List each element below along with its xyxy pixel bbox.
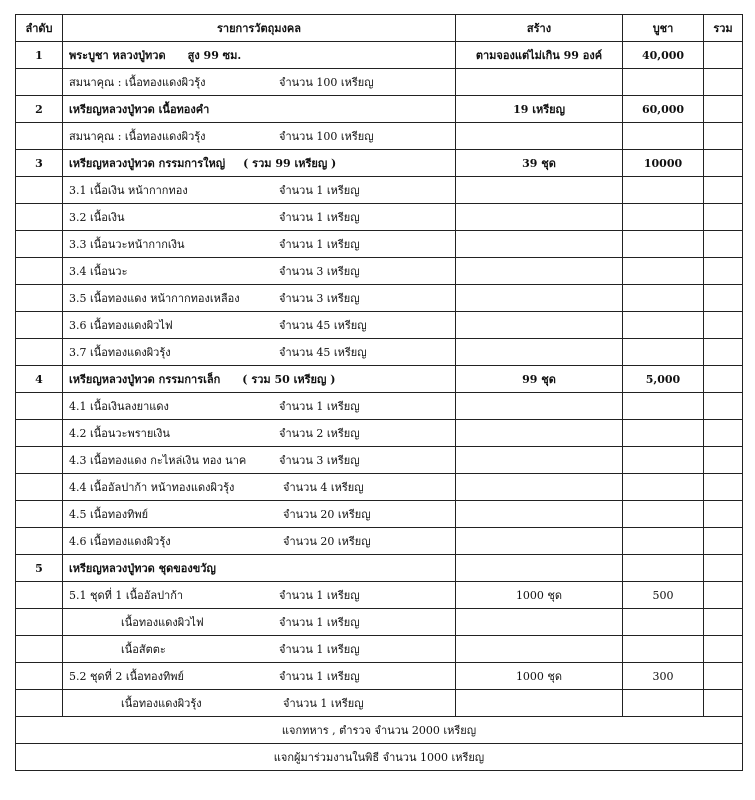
row-item: 5.2 ชุดที่ 2 เนื้อทองทิพย์ จำนวน 1 เหรียญ [63,663,456,690]
table-row [16,690,743,717]
table-row [16,528,743,555]
footer-row [16,744,743,771]
table-row [16,420,743,447]
row-item: เหรียญหลวงปู่ทวด กรรมการเล็ก ( รวม 50 เหรียญ ) [63,366,456,393]
row-no: 2 [16,96,63,123]
row-item: 4.3 เนื้อทองแดง กะไหล่เงิน ทอง นาค จำนวน 3 เหรียญ [63,447,456,474]
row-made: 1000 ชุด [456,663,623,690]
table-row [16,177,743,204]
row-item: พระบูชา หลวงปู่ทวด สูง 99 ซม. [63,42,456,69]
row-made: 1000 ชุด [456,582,623,609]
row-item: เหรียญหลวงปู่ทวด กรรมการใหญ่ ( รวม 99 เหรียญ ) [63,150,456,177]
row-price: 60,000 [623,96,704,123]
table-row [16,204,743,231]
row-item: สมนาคุณ : เนื้อทองแดงผิวรุ้ง จำนวน 100 เหรียญ [63,123,456,150]
row-item: 3.3 เนื้อนวะหน้ากากเงิน จำนวน 1 เหรียญ [63,231,456,258]
row-no: 3 [16,150,63,177]
row-item: 5.1 ชุดที่ 1 เนื้ออัลปาก้า จำนวน 1 เหรียญ [63,582,456,609]
header-made: สร้าง [456,15,623,42]
row-made: 19 เหรียญ [456,96,623,123]
table-row [16,339,743,366]
table-row [16,609,743,636]
row-item: 3.7 เนื้อทองแดงผิวรุ้ง จำนวน 45 เหรียญ [63,339,456,366]
row-item: 4.4 เนื้ออัลปาก้า หน้าทองแดงผิวรุ้ง จำนวน 4 เหรียญ [63,474,456,501]
row-item: เหรียญหลวงปู่ทวด เนื้อทองคำ [63,96,456,123]
table-row [16,366,743,393]
row-made: ตามจองแต่ไม่เกิน 99 องค์ [456,42,623,69]
table-row [16,150,743,177]
table-row [16,69,743,96]
table-row [16,501,743,528]
row-item: เนื้อทองแดงผิวไฟ จำนวน 1 เหรียญ [63,609,456,636]
table-row [16,42,743,69]
header-price: บูชา [623,15,704,42]
row-no: 5 [16,555,63,582]
row-made: 99 ชุด [456,366,623,393]
header-item: รายการวัตถุมงคล [63,15,456,42]
row-item: 4.1 เนื้อเงินลงยาแดง จำนวน 1 เหรียญ [63,393,456,420]
amulet-price-table [15,14,743,771]
table-row [16,96,743,123]
row-total [704,42,743,69]
table-row [16,393,743,420]
footer-note-soldiers: แจกทหาร , ตำรวจ จำนวน 2000 เหรียญ [16,717,743,744]
row-total [704,366,743,393]
row-price: 10000 [623,150,704,177]
row-total [704,150,743,177]
row-price: 5,000 [623,366,704,393]
row-item: เหรียญหลวงปู่ทวด ชุดของขวัญ [63,555,456,582]
row-item: 3.5 เนื้อทองแดง หน้ากากทองเหลือง จำนวน 3 เหรียญ [63,285,456,312]
row-item: 3.4 เนื้อนวะ จำนวน 3 เหรียญ [63,258,456,285]
row-item: 4.6 เนื้อทองแดงผิวรุ้ง จำนวน 20 เหรียญ [63,528,456,555]
table-row [16,123,743,150]
table-row [16,447,743,474]
table-row [16,636,743,663]
table-row [16,258,743,285]
header-row [16,15,743,42]
table-row [16,582,743,609]
row-made: 39 ชุด [456,150,623,177]
table-row [16,312,743,339]
row-price: 40,000 [623,42,704,69]
footer-row [16,717,743,744]
table-row [16,663,743,690]
row-item: 3.6 เนื้อทองแดงผิวไฟ จำนวน 45 เหรียญ [63,312,456,339]
row-item: 3.1 เนื้อเงิน หน้ากากทอง จำนวน 1 เหรียญ [63,177,456,204]
row-item: 3.2 เนื้อเงิน จำนวน 1 เหรียญ [63,204,456,231]
row-price: 500 [623,582,704,609]
row-total [704,96,743,123]
header-total: รวม [704,15,743,42]
row-item: สมนาคุณ : เนื้อทองแดงผิวรุ้ง จำนวน 100 เหรียญ [63,69,456,96]
row-price: 300 [623,663,704,690]
row-no: 4 [16,366,63,393]
row-item: 4.5 เนื้อทองทิพย์ จำนวน 20 เหรียญ [63,501,456,528]
table-row [16,285,743,312]
footer-note-attendees: แจกผู้มาร่วมงานในพิธี จำนวน 1000 เหรียญ [16,744,743,771]
row-item: 4.2 เนื้อนวะพรายเงิน จำนวน 2 เหรียญ [63,420,456,447]
table-row [16,231,743,258]
row-item: เนื้อทองแดงผิวรุ้ง จำนวน 1 เหรียญ [63,690,456,717]
row-item: เนื้อสัตตะ จำนวน 1 เหรียญ [63,636,456,663]
table-row [16,555,743,582]
header-no: ลำดับ [16,15,63,42]
row-no: 1 [16,42,63,69]
table-row [16,474,743,501]
